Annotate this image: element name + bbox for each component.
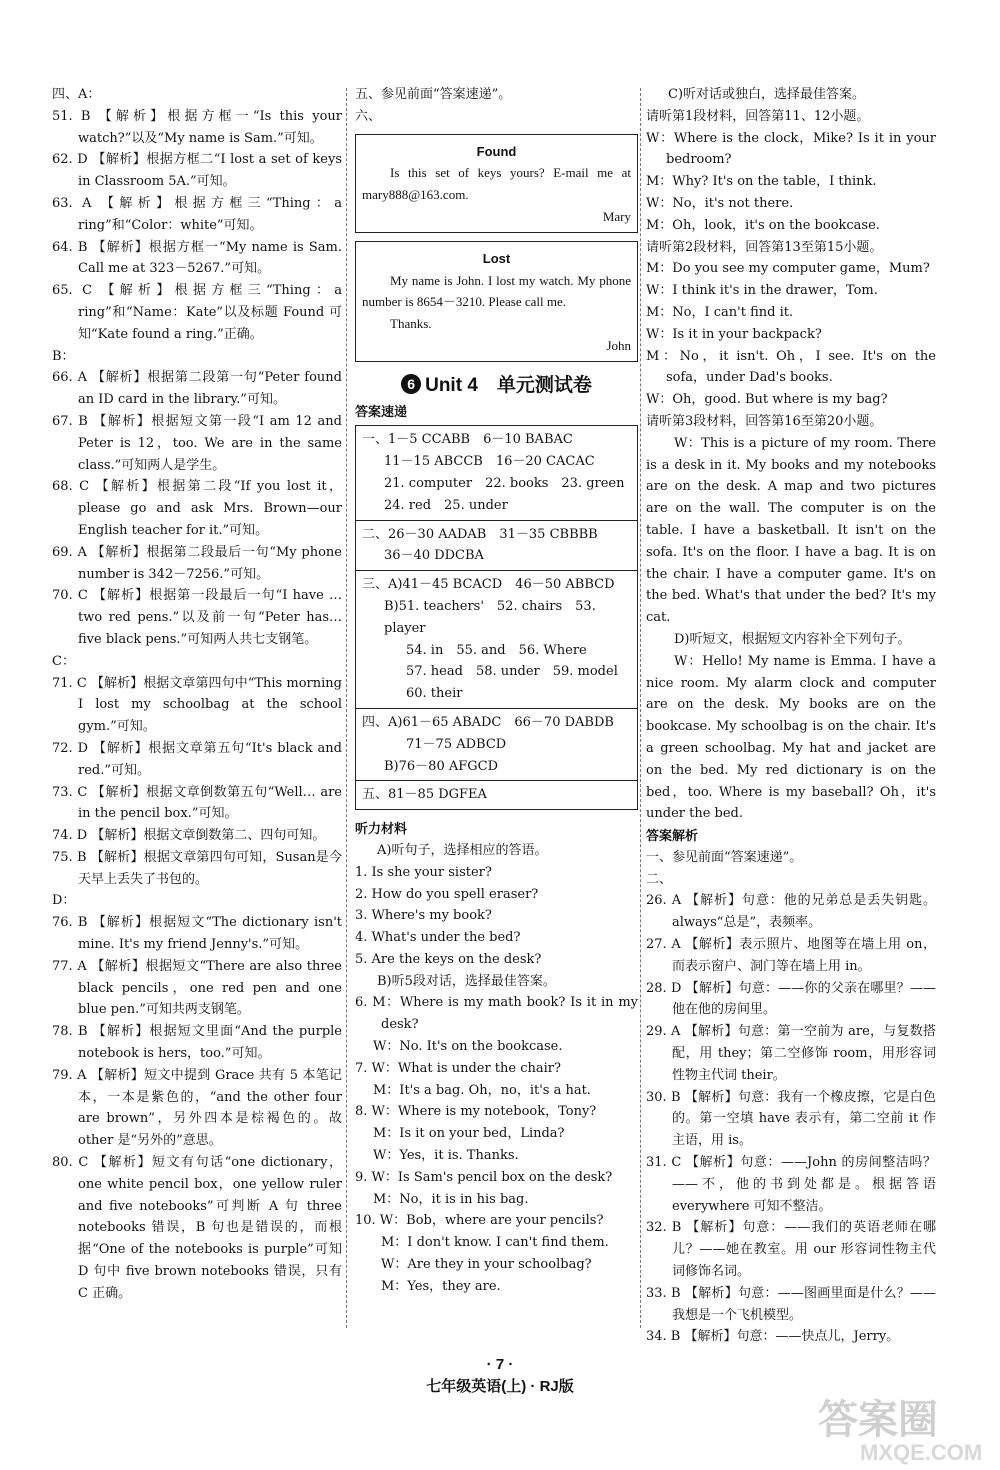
answer-line: 54. in 55. and 56. Where [406,642,587,658]
answer-key-row [356,426,637,519]
notice-thanks: Thanks. [390,316,432,332]
column-middle [355,84,638,1298]
answer-item: 65. C 【解析】根据方框三“Thing：a ring”和“Name：Kate”以及标题 Found 可知“Kate found a ring.”正确。 [52,283,342,342]
answer-key-row [356,570,637,708]
column-divider [640,88,641,1328]
notice-signature: John [606,337,631,353]
answer-line: 四、A)61－65 ABADC 66－70 DABDB [362,714,614,730]
answer-line: 57. head 58. under 59. model [406,664,618,680]
listening-line: W：I think it's in the drawer，Tom. [646,283,878,299]
section-label: D： [52,893,76,909]
answer-key-heading: 答案速递 [355,403,408,419]
listening-line: C)听对话或独白，选择最佳答案。 [668,87,866,102]
answer-item: 69. A 【解析】根据第二段最后一句“My phone number is 342－7256.”可知。 [52,544,342,582]
answer-item: 30. B 【解析】句意：我有一个橡皮擦，它是白色的。第一空填 have 表示有，第二空前 it 作主语，用 is。 [646,1089,936,1149]
answer-item: 32. B 【解析】句意：——我们的英语老师在哪儿？——她在教室。用 our 形容词性物主代词修饰名词。 [646,1220,936,1280]
listening-line: M：No，it isn't. Oh，I see. It's on the sofa，under Dad's books. [646,348,936,386]
listening-line: M：Do you see my computer game，Mum? [646,261,930,277]
answer-item: 75. B 【解析】根据文章第四句可知，Susan是今天早上丢失了书包的。 [52,849,342,887]
listening-line: 7. W：What is under the chair? [355,1060,561,1076]
answer-item: 26. A 【解析】句意：他的兄弟总是丢失钥匙。always“总是”，表频率。 [646,893,936,931]
listening-line: W：Yes，it is. Thanks. [373,1148,519,1164]
found-notice [355,134,638,233]
notice-body: Is this set of keys yours? E-mail me at mary888@163.com. [362,165,631,203]
listening-line: 9. W：Is Sam's pencil box on the desk? [355,1169,613,1185]
section-label: B： [52,348,75,364]
answer-key-box [355,425,638,810]
answer-item: 68. C 【解析】根据第二段“If you lost it，please go and ask Mrs. Brown—our English teacher for it.”可知。 [52,479,342,538]
answer-item: 70. C 【解析】根据第一段最后一句“I have …two red pens.”以及前一句“Peter has… five black pens.”可知两人共七支钢笔。 [52,588,342,647]
answer-line: 24. red 25. under [384,497,508,513]
section-label: 六、 [355,108,382,124]
listening-line: 10. W：Bob，where are your pencils? [355,1213,604,1229]
answer-line: 36－40 DDCBA [384,548,484,564]
column-left [52,84,342,1305]
listening-line: W：Is it in your backpack? [646,326,822,342]
section-label: 二、 [646,871,673,887]
answer-item: 67. B 【解析】根据短文第一段“I am 12 and Peter is 12，too. We are in the same class.”可知两人是学生。 [52,413,342,473]
listening-line: 5. Are the keys on the desk? [355,951,542,967]
listening-line: D)听短文，根据短文内容补全下列句子。 [674,631,911,647]
answer-line: B)76－80 AFGCD [384,758,499,774]
answer-item: 80. C 【解析】短文有句话“one dictionary，one white pencil box，one yellow ruler and five notebooks”可判断 A 句 three notebooks 错误，B 句也是错误的，而根据“One of the notebooks is purple”可知 D 句中 five brown notebooks 错误，只有 C 正确。 [52,1155,342,1301]
answer-item: 76. B 【解析】根据短文“The dictionary isn't mine. It's my friend Jenny's.”可知。 [52,915,342,953]
answer-item: 27. A 【解析】表示照片、地图等在墙上用 on，而表示窗户、洞门等在墙上用 in。 [646,937,936,974]
answer-item: 62. D 【解析】根据方框二“I lost a set of keys in Classroom 5A.”可知。 [52,152,342,190]
listening-line: W：No，it's not there. [646,195,794,211]
listening-line: M：Oh，look，it's on the bookcase. [646,217,880,233]
unit-number-badge: 6 [401,374,421,394]
answer-line: 二、26－30 AADAB 31－35 CBBBB [362,526,598,542]
listening-line: 4. What's under the bed? [355,930,521,946]
notice-title: Lost [482,250,511,266]
analysis-heading: 答案解析 [646,828,699,844]
listening-line: 请听第3段材料，回答第16至第20小题。 [646,413,883,429]
column-right [646,84,936,1348]
unit-title: Unit 4 单元测试卷 [425,374,592,396]
answer-key-row [356,708,637,780]
answer-item: 28. D 【解析】句意：——你的父亲在哪里？——他在他的房间里。 [646,980,936,1018]
listening-line: M：Why? It's on the table，I think. [646,174,877,190]
section-label: 五、参见前面“答案速递”。 [355,87,512,102]
listening-line: 6. M：Where is my math book? Is it in my desk? [355,995,638,1033]
listening-line: M：I don't know. I can't find them. [381,1235,609,1251]
listening-line: 请听第2段材料，回答第13至第15小题。 [646,239,883,255]
listening-line: W：Oh，good. But where is my bag? [646,392,888,408]
watermark-logo: 答案圈 [818,1398,938,1442]
answer-item: 66. A 【解析】根据第二段第一句“Peter found an ID card in the library.”可知。 [52,370,342,408]
listening-line: W：Where is the clock，Mike? Is it in your bedroom? [646,130,936,168]
listening-line: M：No，I can't find it. [646,304,794,320]
section-label: 四、A： [52,87,101,102]
listening-line: 2. How do you spell eraser? [355,886,539,902]
answer-item: 72. D 【解析】根据文章第五句“It's black and red.”可知。 [52,740,342,778]
listening-passage: W：This is a picture of my room. There is a desk in it. My books and my notebooks are on the desk. A map and two pictures are on the wall. The computer is on the table. I have a basketball. It isn't on the sofa. It's on the floor. I have a bag. It is on the chair. I have a computer game. It's on the bed. What's that under the bed? It's my cat. [646,435,936,626]
listening-line: 8. W：Where is my notebook，Tony? [355,1104,597,1120]
answer-item: 31. C 【解析】句意：——John 的房间整洁吗？——不，他的书到处都是。根据答语 everywhere 可知不整洁。 [646,1155,936,1214]
answer-item: 63. A 【解析】根据方框三“Thing：a ring”和“Color：white”可知。 [52,195,342,233]
answer-item: 79. A 【解析】短文中提到 Grace 共有 5 本笔记本，一本是紫色的，“and the other four are brown”，另外四本是棕褐色的。故 other 是“另外的”意思。 [52,1067,342,1149]
answer-item: 77. A 【解析】根据短文“There are also three black pencils，one red pen and one blue pen.”可知共两支钢笔。 [52,958,342,1018]
answer-item: 74. D 【解析】根据文章倒数第二、四句可知。 [52,828,326,844]
listening-line: M：No，it is in his bag. [373,1191,529,1207]
answer-line: 三、A)41－45 BCACD 46－50 ABBCD [362,577,615,593]
answer-line: 五、81－85 DGFEA [362,787,487,803]
listening-line: M：It's a bag. Oh，no，it's a hat. [373,1082,591,1098]
listening-line: W：No. It's on the bookcase. [373,1039,563,1055]
listening-line: M：Yes，they are. [381,1278,501,1294]
answer-item: 29. A 【解析】句意：第一空前为 are，与复数搭配，用 they；第二空修饰 room，用形容词性物主代词 their。 [646,1024,936,1083]
section-label: 一、参见前面“答案速递”。 [646,849,803,865]
answer-item: 34. B 【解析】句意：——快点儿，Jerry。 [646,1329,900,1345]
listening-line: 请听第1段材料，回答第11、12小题。 [646,108,870,124]
answer-line: 11－15 ABCCB 16－20 CACAC [384,454,595,470]
listening-passage: W：Hello! My name is Emma. I have a nice room. My alarm clock and computer are on the desk. My books are on the bookcase. My schoolbag is on the chair. It's a green schoolbag. My hat and jacket are on the bed. My red dictionary is on the bed，too. Where is my baseball? Oh，it's under the bed. [646,653,936,822]
answer-key-row [356,780,637,809]
listening-line: W：Are they in your schoolbag? [381,1257,592,1273]
answer-item: 64. B 【解析】根据方框一“My name is Sam. Call me at 323－5267.”可知。 [52,239,342,277]
listening-line: B)听5段对话，选择最佳答案。 [377,973,556,989]
section-label: C： [52,653,75,669]
answer-line: 71－75 ADBCD [406,736,507,752]
answer-key-row [356,520,637,571]
listening-line: M：Is it on your bed，Linda? [373,1126,565,1142]
notice-signature: Mary [602,208,631,224]
book-title: 七年级英语(上) · RJ版 [426,1378,574,1395]
answer-line: 60. their [406,686,463,702]
answer-item: 33. B 【解析】句意：——图画里面是什么？——我想是一个飞机模型。 [646,1285,936,1323]
page-number: · 7 · [486,1356,514,1373]
answer-line: 21. computer 22. books 23. green [384,475,625,491]
listening-line: 1. Is she your sister? [355,864,492,880]
lost-notice [355,241,638,362]
answer-item: 51. B 【解析】根据方框一“Is this your watch?”以及“My name is Sam.”可知。 [52,108,342,146]
notice-body: My name is John. I lost my watch. My phone number is 8654－3210. Please call me. [362,272,631,310]
listening-line: 3. Where's my book? [355,908,492,924]
answer-item: 78. B 【解析】根据短文里面“And the purple notebook is hers，too.”可知。 [52,1024,342,1062]
column-divider [346,88,347,1328]
notice-title: Found [476,143,517,159]
unit-heading [355,374,638,397]
answer-item: 71. C 【解析】根据文章第四句中“This morning I lost my schoolbag at the school gym.”可知。 [52,675,342,735]
answer-line: B)51. teachers' 52. chairs 53. player [384,598,596,636]
answer-line: 一、1－5 CCABB 6－10 BABAC [362,432,573,448]
listening-heading: 听力材料 [355,821,408,837]
watermark-url: MXQE.COM [860,1440,983,1465]
listening-line: A)听句子，选择相应的答语。 [377,842,548,858]
answer-item: 73. C 【解析】根据文章倒数第五句“Well… are in the pencil box.”可知。 [52,784,342,822]
